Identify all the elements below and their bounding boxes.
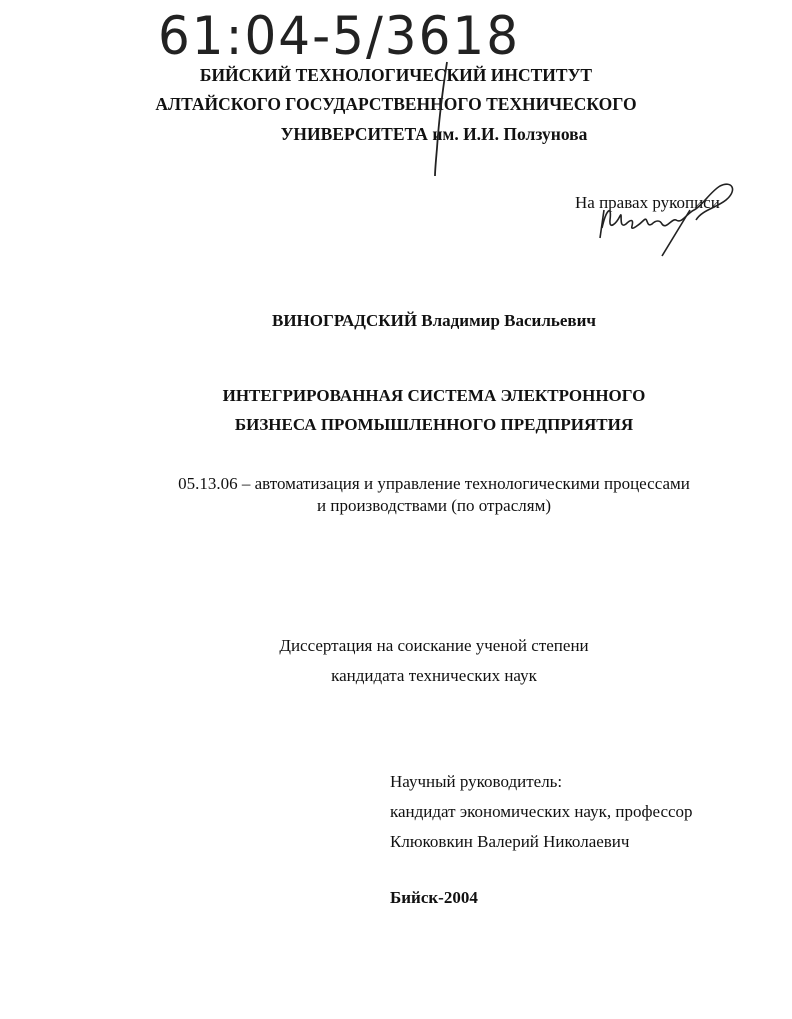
supervisor-name: Клюковкин Валерий Николаевич	[390, 832, 630, 851]
handwritten-divider-stroke	[425, 58, 455, 178]
archive-number-handwritten: 61:04-5/3618	[158, 5, 521, 67]
institution-line-2: АЛТАЙСКОГО ГОСУДАРСТВЕННОГО ТЕХНИЧЕСКОГО	[155, 94, 637, 114]
specialty-line-1: 05.13.06 – автоматизация и управление технологическими процессами	[178, 474, 690, 493]
institution-line-1: БИЙСКИЙ ТЕХНОЛОГИЧЕСКИЙ ИНСТИТУТ	[199, 65, 593, 85]
rights-note: На правах рукописи	[575, 193, 720, 212]
institution-line-3: УНИВЕРСИТЕТА им. И.И. Ползунова	[280, 124, 588, 144]
title-line-2: БИЗНЕСА ПРОМЫШЛЕННОГО ПРЕДПРИЯТИЯ	[234, 415, 634, 434]
supervisor-label: Научный руководитель:	[390, 772, 563, 791]
author-name: ВИНОГРАДСКИЙ Владимир Васильевич	[272, 311, 596, 330]
dissertation-line-1: Диссертация на соискание ученой степени	[279, 636, 589, 655]
specialty-line-2: и производствами (по отраслям)	[317, 496, 551, 515]
supervisor-degree: кандидат экономических наук, профессор	[390, 802, 693, 821]
city-year: Бийск-2004	[390, 888, 478, 907]
title-line-1: ИНТЕГРИРОВАННАЯ СИСТЕМА ЭЛЕКТРОННОГО	[222, 386, 646, 405]
signature-handwritten	[590, 180, 760, 260]
dissertation-line-2: кандидата технических наук	[331, 666, 537, 685]
